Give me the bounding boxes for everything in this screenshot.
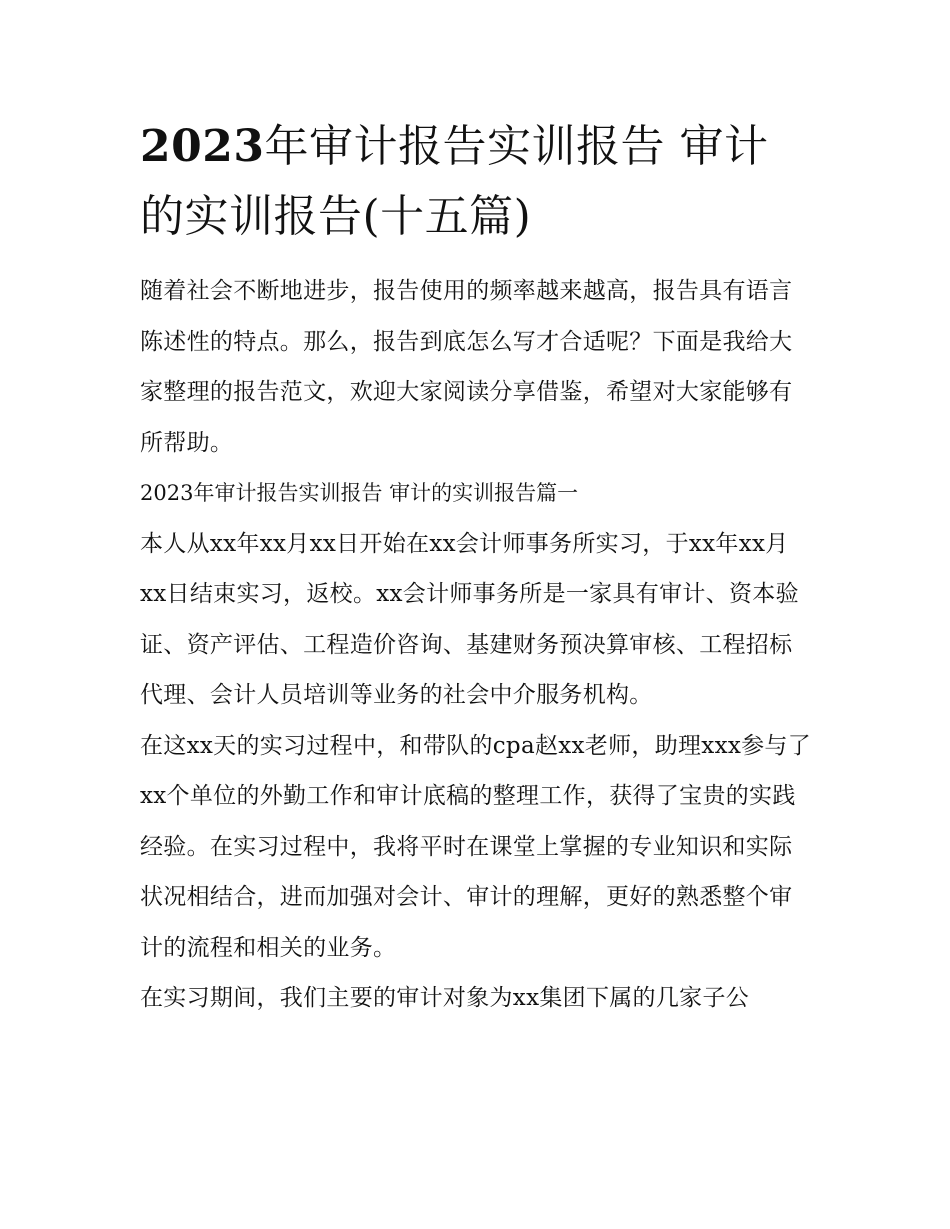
title-year: 2023 <box>140 121 265 172</box>
intro-paragraph: 随着社会不断地进步，报告使用的频率越来越高，报告具有语言陈述性的特点。那么，报告到底怎么写才合适呢？下面是我给大家整理的报告范文，欢迎大家阅读分享借鉴，希望对大家能够有所帮助。 <box>140 278 793 456</box>
body-paragraph-2: 在这xx天的实习过程中，和带队的cpa赵xx老师，助理xxx参与了xx个单位的外勤工作和审计底稿的整理工作，获得了宝贵的实践经验。在实习过程中，我将平时在课堂上掌握的专业知识和实际状况相结合，进而加强对会计、审计的理解，更好的熟悉整个审计的流程和相关的业务。 <box>140 732 812 961</box>
body-paragraph-3: 在实习期间，我们主要的审计对象为xx集团下属的几家子公 <box>140 985 750 1011</box>
document-page <box>140 112 812 1024</box>
body-paragraph-1: 本人从xx年xx月xx日开始在xx会计师事务所实习，于xx年xx月xx日结束实习，返校。xx会计师事务所是一家具有审计、资本验证、资产评估、工程造价咨询、基建财务预决算审核、工程招标代理、会计人员培训等业务的社会中介服务机构。 <box>140 530 799 708</box>
document-title <box>140 112 812 252</box>
title-text: 年审计报告实训报告 审计的实训报告(十五篇) <box>140 121 769 242</box>
section-heading: 2023年审计报告实训报告 审计的实训报告篇一 <box>140 481 579 505</box>
